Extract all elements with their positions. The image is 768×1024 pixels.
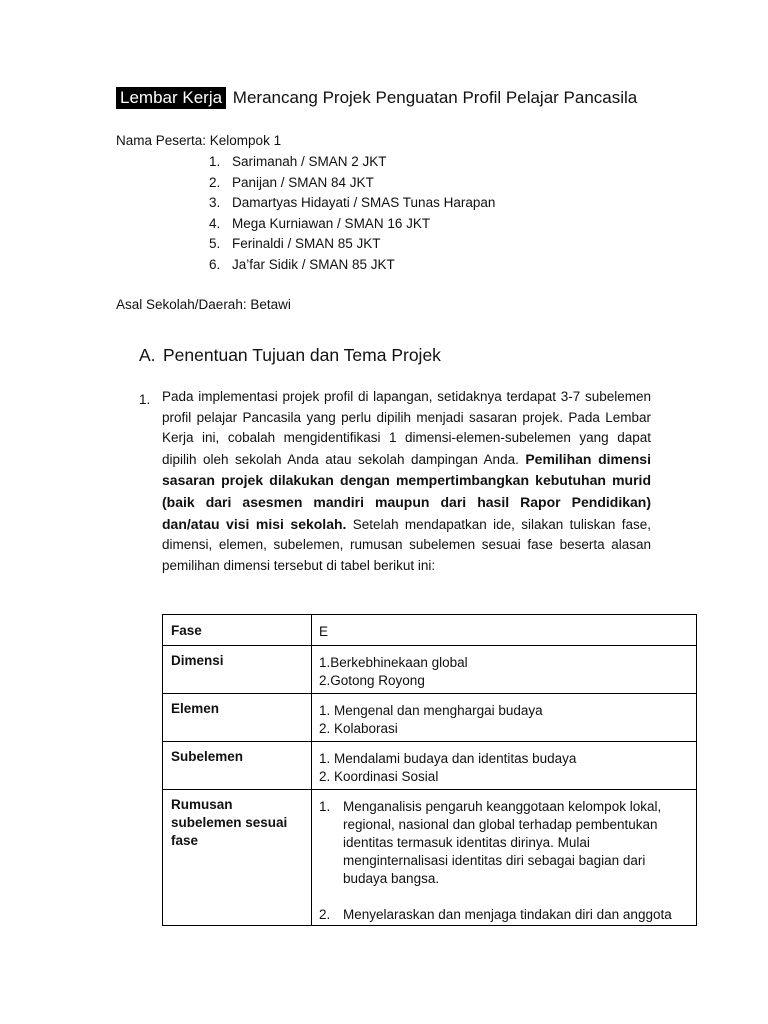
- instruction-text-end: Setelah mendapatkan ide, silakan tuliskan fase, dimensi, elemen, subelemen, rumusan subelemen sesuai fase beserta alasan pemilihan dimensi tersebut di tabel berikut ini:: [162, 516, 651, 573]
- value-line: 2.Gotong Royong: [319, 673, 425, 688]
- participant-item: [209, 152, 495, 173]
- section-heading: [139, 344, 441, 366]
- row-value: [312, 694, 697, 742]
- document-title: [116, 87, 637, 109]
- participant-text: Ja’far Sidik / SMAN 85 JKT: [232, 256, 395, 272]
- title-tag: Lembar Kerja: [116, 87, 226, 109]
- participant-text: Damartyas Hidayati / SMAS Tunas Harapan: [232, 195, 496, 210]
- table-row-subelemen: [163, 742, 697, 790]
- participant-item: [209, 255, 495, 276]
- participant-text: Panijan / SMAN 84 JKT: [232, 174, 374, 190]
- table-row-fase: [163, 615, 697, 646]
- participant-number: 6.: [209, 256, 221, 272]
- instruction-paragraph: [162, 387, 651, 576]
- row-label: Dimensi: [163, 646, 312, 694]
- project-criteria-table: [162, 614, 697, 926]
- value-line: 2. Kolaborasi: [319, 721, 398, 736]
- participant-item: [209, 193, 495, 214]
- rumusan-item: [319, 798, 690, 888]
- participant-list: [209, 152, 495, 275]
- rumusan-text: Menganalisis pengaruh keanggotaan kelompok lokal, regional, nasional dan global terhadap pembentukan identitas termasuk identitas dirinya. Mulai menginternalisasi identitas diri sebagai bagian dari budaya bangsa.: [343, 799, 662, 886]
- rumusan-number: 1.: [319, 799, 331, 814]
- value-line: 2. Koordinasi Sosial: [319, 769, 439, 784]
- section-title: Penentuan Tujuan dan Tema Projek: [163, 345, 441, 365]
- table-row-elemen: [163, 694, 697, 742]
- row-value: [312, 646, 697, 694]
- instruction-number: 1.: [139, 392, 151, 407]
- rumusan-number: 2.: [319, 907, 331, 922]
- participant-text: Mega Kurniawan / SMAN 16 JKT: [232, 215, 431, 231]
- participant-text: Ferinaldi / SMAN 85 JKT: [232, 236, 381, 251]
- participant-item: [209, 214, 495, 235]
- participant-number: 1.: [209, 154, 221, 169]
- value-line: 1.Berkebhinekaan global: [319, 655, 468, 670]
- row-label: Elemen: [163, 694, 312, 742]
- participant-number: 5.: [209, 236, 221, 251]
- participant-item: [209, 234, 495, 255]
- section-letter: A.: [139, 345, 156, 365]
- participant-item: [209, 173, 495, 194]
- row-label: Rumusan subelemen sesuai fase: [163, 790, 312, 926]
- rumusan-list: [319, 798, 690, 924]
- row-value: E: [312, 615, 697, 646]
- participant-number: 3.: [209, 195, 221, 210]
- participant-number: 4.: [209, 215, 221, 231]
- row-label: Fase: [163, 615, 312, 646]
- instruction-text: Pada implementasi projek profil di lapangan, setidaknya terdapat 3-7 subelemen profil pelajar Pancasila yang perlu dipilih menjadi sasaran projek. Pada Lembar Kerja ini, cobalah mengidentifikasi 1 dimensi-elemen-subelemen yang dapat dipilih oleh sekolah Anda atau sekolah dampingan Anda.: [162, 389, 651, 467]
- row-label: Subelemen: [163, 742, 312, 790]
- row-value: [312, 790, 697, 926]
- instruction-emphasis: Pemilihan dimensi sasaran projek dilakukan dengan mempertimbangkan kebutuhan murid (baik dari asesmen mandiri maupun dari hasil Rapor Pendidikan) dan/atau visi misi sekolah.: [162, 450, 651, 532]
- rumusan-text: Menyelaraskan dan menjaga tindakan diri dan anggota: [343, 907, 672, 922]
- rumusan-item: [319, 906, 690, 924]
- title-text: Merancang Projek Penguatan Profil Pelajar Pancasila: [232, 88, 638, 107]
- table-row-rumusan: [163, 790, 697, 926]
- participant-text: Sarimanah / SMAN 2 JKT: [232, 154, 387, 169]
- participant-number: 2.: [209, 174, 221, 190]
- row-value: [312, 742, 697, 790]
- school-region: Asal Sekolah/Daerah: Betawi: [116, 297, 291, 312]
- participants-label: Nama Peserta: Kelompok 1: [116, 133, 282, 148]
- value-line: 1. Mendalami budaya dan identitas budaya: [319, 751, 577, 766]
- table-row-dimensi: [163, 646, 697, 694]
- value-line: 1. Mengenal dan menghargai budaya: [319, 703, 543, 718]
